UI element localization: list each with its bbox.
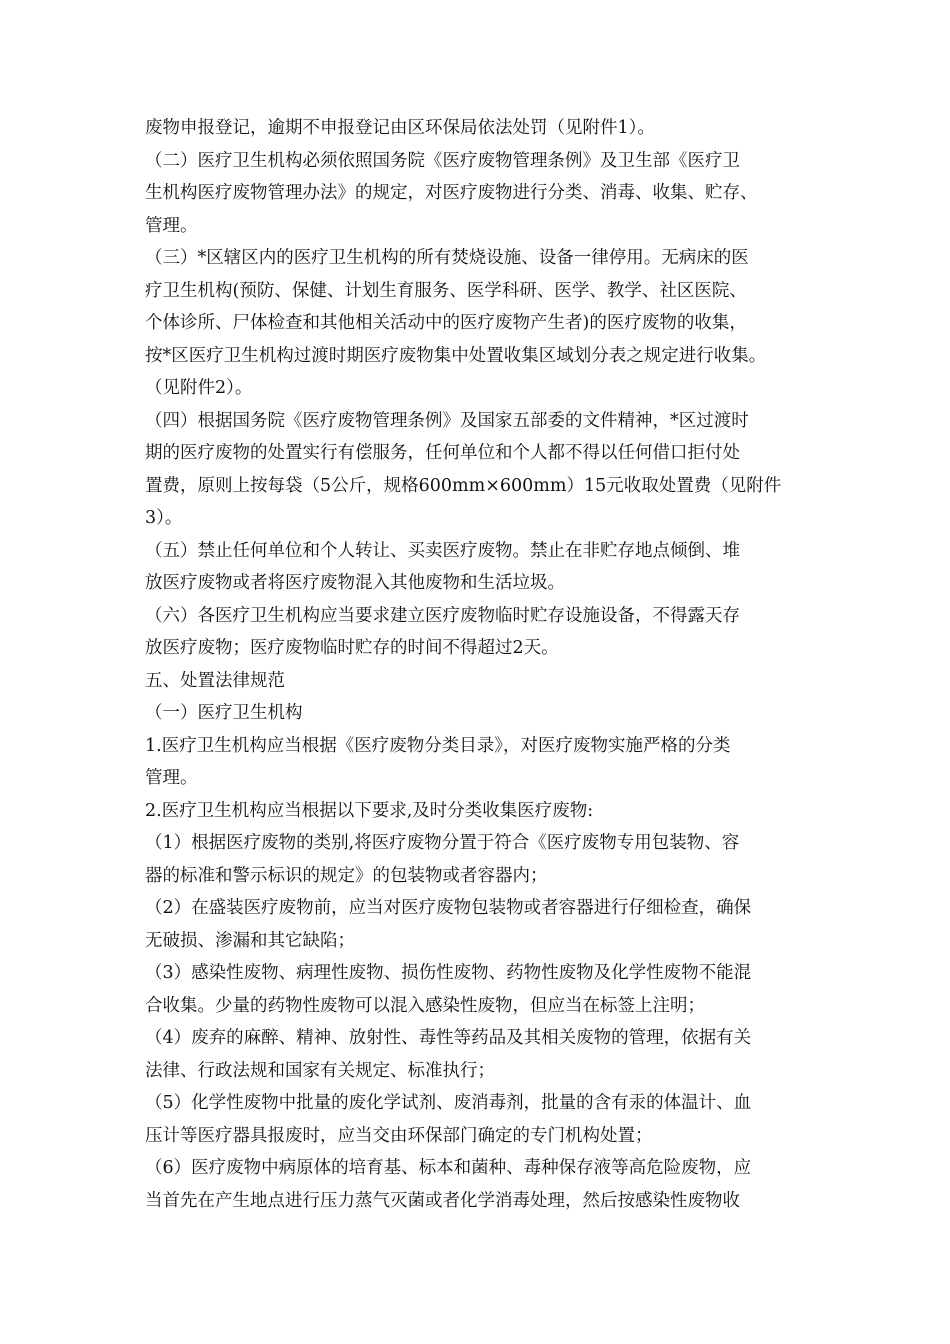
text-line: （4）废弃的麻醉、精神、放射性、毒性等药品及其相关废物的管理，依据有关 (145, 1028, 752, 1048)
text-line: 个体诊所、尸体检查和其他相关活动中的医疗废物产生者)的医疗废物的收集， (145, 313, 747, 333)
text-line: （六）各医疗卫生机构应当要求建立医疗废物临时贮存设施设备，不得露天存 (145, 605, 740, 626)
text-line: （1）根据医疗废物的类别,将医疗废物分置于符合《医疗废物专用包装物、容 (145, 833, 740, 853)
text-line: （5）化学性废物中批量的废化学试剂、废消毒剂，批量的含有汞的体温计、血 (145, 1093, 752, 1113)
text-line: 管理。 (145, 215, 198, 236)
text-line: （6）医疗废物中病原体的培育基、标本和菌种、毒种保存液等高危险废物，应 (145, 1158, 752, 1178)
text-line: 1.医疗卫生机构应当根据《医疗废物分类目录》，对医疗废物实施严格的分类 (145, 735, 731, 756)
text-line: 法律、行政法规和国家有关规定、标准执行； (145, 1060, 495, 1081)
text-line: （二）医疗卫生机构必须依照国务院《医疗废物管理条例》及卫生部《医疗卫 (145, 150, 740, 171)
text-line: （3）感染性废物、病理性废物、损伤性废物、药物性废物及化学性废物不能混 (145, 963, 752, 983)
text-line: 无破损、渗漏和其它缺陷； (145, 930, 355, 951)
subsection-heading: （一）医疗卫生机构 (145, 703, 303, 723)
text-line: 按*区医疗卫生机构过渡时期医疗废物集中处置收集区域划分表之规定进行收集。 (145, 345, 767, 366)
text-line: 压计等医疗器具报废时，应当交由环保部门确定的专门机构处置； (145, 1125, 653, 1146)
document-body (145, 112, 817, 1217)
section-heading: 五、处置法律规范 (145, 670, 285, 691)
text-line: （见附件2）。 (145, 378, 253, 398)
text-line: 3）。 (145, 508, 183, 528)
text-line: 合收集。少量的药物性废物可以混入感染性废物，但应当在标签上注明； (145, 995, 705, 1016)
text-line: 放医疗废物；医疗废物临时贮存的时间不得超过2天。 (145, 638, 559, 658)
text-line: 置费，原则上按每袋（5公斤，规格600mm×600mm）15元收取处置费（见附件 (145, 475, 782, 496)
text-line: 期的医疗废物的处置实行有偿服务，任何单位和个人都不得以任何借口拒付处 (145, 443, 740, 463)
text-line: 疗卫生机构(预防、保健、计划生育服务、医学科研、医学、教学、社区医院、 (145, 280, 747, 301)
text-line: （三）*区辖区内的医疗卫生机构的所有焚烧设施、设备一律停用。无病床的医 (145, 248, 749, 268)
text-line: 生机构医疗废物管理办法》的规定，对医疗废物进行分类、消毒、收集、贮存、 (145, 183, 758, 203)
text-line: 当首先在产生地点进行压力蒸气灭菌或者化学消毒处理，然后按感染性废物收 (145, 1190, 740, 1211)
text-line: 管理。 (145, 768, 198, 788)
text-line: 放医疗废物或者将医疗废物混入其他废物和生活垃圾。 (145, 573, 565, 593)
text-line: 2.医疗卫生机构应当根据以下要求,及时分类收集医疗废物: (145, 800, 594, 821)
text-line: （五）禁止任何单位和个人转让、买卖医疗废物。禁止在非贮存地点倾倒、堆 (145, 540, 740, 561)
text-line: 器的标准和警示标识的规定》的包装物或者容器内； (145, 865, 548, 886)
text-line: （2）在盛装医疗废物前，应当对医疗废物包装物或者容器进行仔细检查，确保 (145, 898, 752, 918)
text-line: （四）根据国务院《医疗废物管理条例》及国家五部委的文件精神，*区过渡时 (145, 410, 749, 431)
text-line: 废物申报登记，逾期不申报登记由区环保局依法处罚（见附件1）。 (145, 118, 655, 138)
